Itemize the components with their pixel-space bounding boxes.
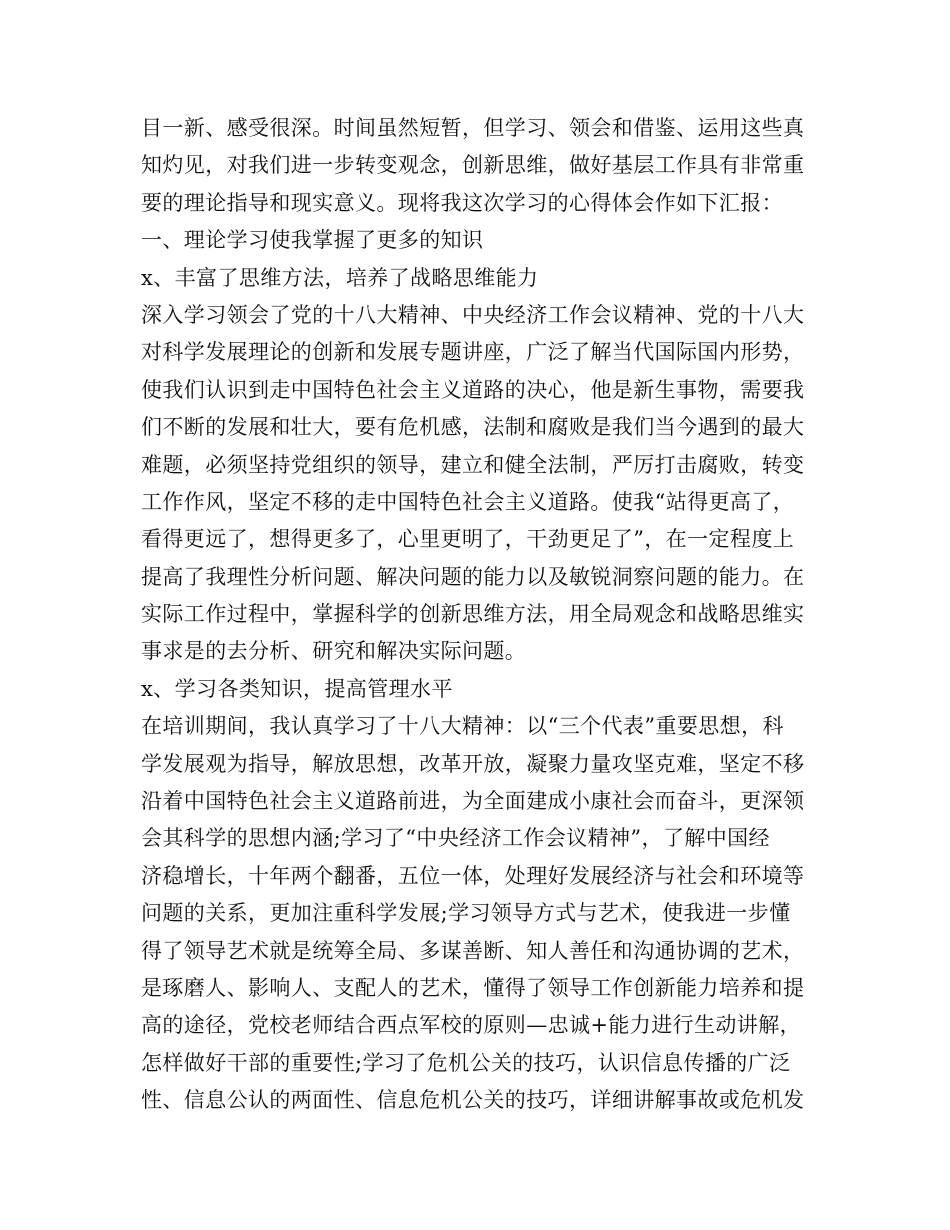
subsection-heading: x、丰富了思维方法，培养了战略思维能力 (141, 265, 539, 290)
text-line: 目一新、感受很深。时间虽然短暂，但学习、领会和借鉴、运用这些真 (141, 116, 805, 140)
text-line: 事求是的去分析、研究和解决实际问题。 (141, 639, 527, 664)
text-line: 难题，必须坚持党组织的领导，建立和健全法制，严厉打击腐败，转变 (141, 452, 805, 477)
text-line: 看得更远了，想得更多了，心里更明了，干劲更足了”，在一定程度上 (141, 527, 795, 552)
text-line: 在培训期间，我认真学习了十八大精神：以“三个代表”重要思想，科 (141, 714, 784, 739)
text-line: 使我们认识到走中国特色社会主义道路的决心，他是新生事物，需要我 (141, 377, 805, 402)
text-line: 实际工作过程中，掌握科学的创新思维方法，用全局观念和战略思维实 (141, 602, 805, 627)
text-line: 对科学发展理论的创新和发展专题讲座，广泛了解当代国际国内形势， (141, 340, 805, 365)
text-line: 得了领导艺术就是统筹全局、多谋善断、知人善任和沟通协调的艺术， (141, 938, 805, 963)
text-line: 工作作风，坚定不移的走中国特色社会主义道路。使我“站得更高了， (141, 489, 795, 514)
text-line: 济稳增长，十年两个翻番，五位一体，处理好发展经济与社会和环境等 (141, 863, 805, 888)
text-line: 问题的关系，更加注重科学发展;学习领导方式与艺术，使我进一步懂 (141, 901, 791, 926)
section-heading: 一、理论学习使我掌握了更多的知识 (141, 228, 484, 253)
document-body (141, 110, 817, 1120)
text-line: 怎样做好干部的重要性;学习了危机公关的技巧，认识信息传播的广泛 (141, 1050, 791, 1075)
text-line: 深入学习领会了党的十八大精神、中央经济工作会议精神、党的十八大 (141, 302, 805, 327)
subsection-heading: x、学习各类知识，提高管理水平 (141, 676, 453, 701)
text-line: 提高了我理性分析问题、解决问题的能力以及敏锐洞察问题的能力。在 (141, 564, 805, 589)
text-line: 性、信息公认的两面性、信息危机公关的技巧，详细讲解事故或危机发 (141, 1088, 805, 1113)
text-line: 高的途径，党校老师结合西点军校的原则—忠诚+能力进行生动讲解， (141, 1013, 801, 1038)
text-line: 是琢磨人、影响人、支配人的艺术，懂得了领导工作创新能力培养和提 (141, 975, 805, 1000)
text-line: 会其科学的思想内涵;学习了“中央经济工作会议精神”，了解中国经 (141, 826, 770, 851)
text-line: 知灼见，对我们进一步转变观念，创新思维，做好基层工作具有非常重 (141, 153, 805, 178)
text-line: 要的理论指导和现实意义。现将我这次学习的心得体会作如下汇报： (141, 190, 783, 215)
text-line: 学发展观为指导，解放思想，改革开放，凝聚力量攻坚克难，坚定不移 (141, 751, 805, 776)
text-line: 们不断的发展和壮大，要有危机感，法制和腐败是我们当今遇到的最大 (141, 415, 805, 440)
text-line: 沿着中国特色社会主义道路前进，为全面建成小康社会而奋斗，更深领 (141, 789, 805, 814)
